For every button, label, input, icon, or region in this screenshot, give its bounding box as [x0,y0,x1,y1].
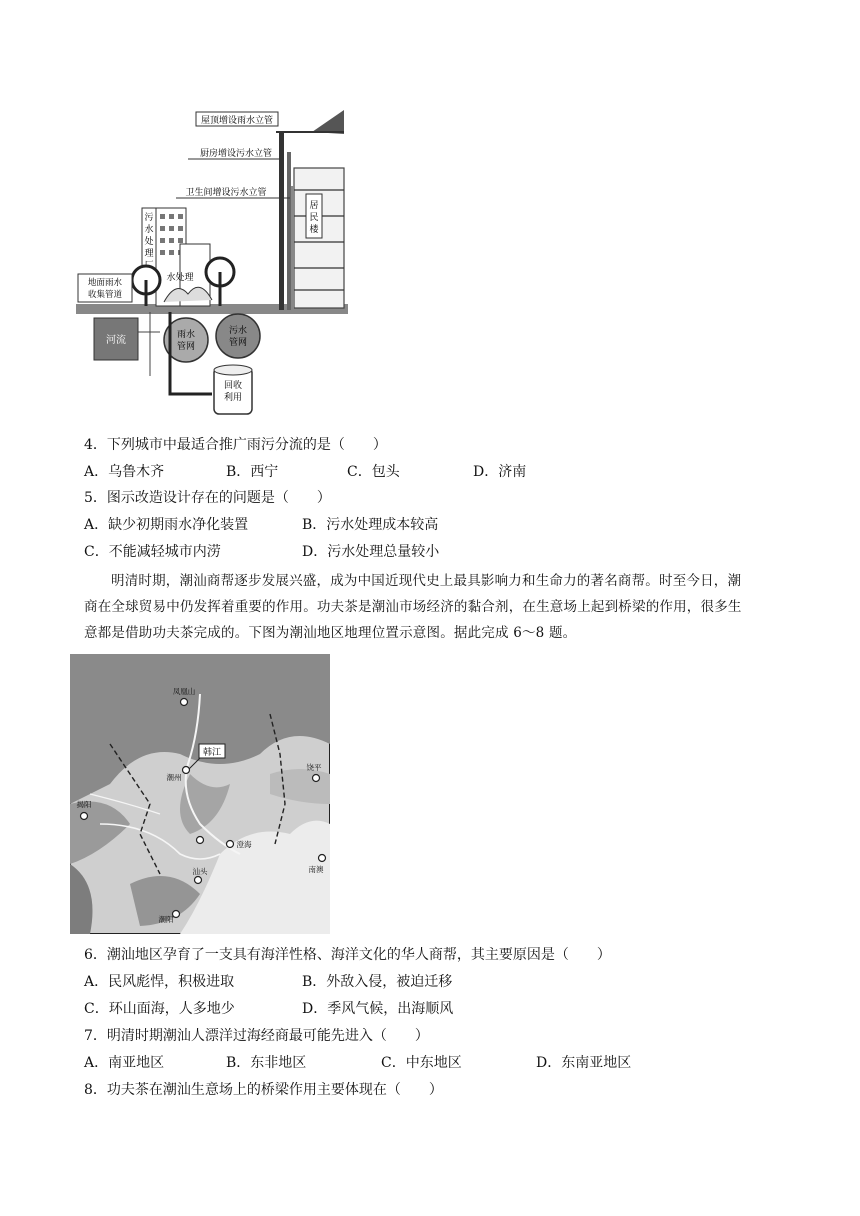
label-recycle: 回收利用 [223,381,243,403]
passage-line-3: 意都是借助功夫茶完成的。下图为潮汕地区地理位置示意图。据此完成 6～8 题。 [84,625,577,641]
map-label-hanjiang: 韩江 [202,748,222,758]
chaoshan-map [70,654,330,934]
map-label-raoping: 饶平 [306,763,322,772]
map-point-jieyang [81,813,88,820]
map-label-shantou: 汕头 [192,867,208,876]
question-4-option-a[interactable]: A．乌鲁木齐 [84,464,165,480]
map-point-city-2 [197,837,204,844]
map-label-chaoyang: 潮阳 [158,915,174,924]
label-ground-rain-pipe: 地面雨水收集管道 [87,278,123,300]
label-residence: 居民楼 [309,201,319,235]
label-water-treatment: 水处理 [166,273,194,283]
question-6-option-c[interactable]: C．环山面海，人多地少 [84,1001,235,1017]
map-point-nanao [319,855,326,862]
question-6-option-a[interactable]: A．民风彪悍，积极进取 [84,974,235,990]
passage-line-1: 明清时期，潮汕商帮逐步发展兴盛，成为中国近现代史上最具影响力和生命力的著名商帮。时至今日，潮 [111,573,742,589]
question-6-option-b[interactable]: B．外敌入侵，被迫迁移 [302,974,453,990]
question-5-stem: 5．图示改造设计存在的问题是（ ） [84,490,331,506]
label-rain-network: 雨水管网 [176,330,196,352]
label-sewage-plant: 污水处理 [144,213,154,259]
map-point-shantou [195,877,202,884]
question-4-option-c[interactable]: C．包头 [347,464,400,480]
question-5-option-b[interactable]: B．污水处理成本较高 [302,517,439,533]
map-label-jieyang: 揭阳 [76,800,92,809]
map-label-chaozhou: 潮州 [166,773,182,782]
passage-line-2: 商在全球贸易中仍发挥着重要的作用。功夫茶是潮汕市场经济的黏合剂，在生意场上起到桥梁的作用，很多生 [84,599,742,615]
map-point-chaoyang [173,911,180,918]
label-bathroom-pipe: 卫生间增设污水立管 [185,188,267,198]
map-label-fenghuang: 凤凰山 [172,687,196,696]
map-point-fenghuang [181,699,188,706]
map-point-chaozhou [183,767,190,774]
question-6-stem: 6．潮汕地区孕育了一支具有海洋性格、海洋文化的华人商帮，其主要原因是（ ） [84,947,611,963]
question-8-stem: 8．功夫茶在潮汕生意场上的桥梁作用主要体现在（ ） [84,1082,443,1098]
question-7-stem: 7．明清时期潮汕人漂洋过海经商最可能先进入（ ） [84,1028,429,1044]
label-river: 河流 [106,335,126,346]
question-4-stem: 4．下列城市中最适合推广雨污分流的是（ ） [84,437,387,453]
map-label-nanao: 南澳 [308,865,324,874]
map-point-chenghai [227,841,234,848]
question-4-option-d[interactable]: D．济南 [473,464,527,480]
passage-text [84,568,792,646]
rain-sewage-diagram [76,104,348,420]
question-7-option-b[interactable]: B．东非地区 [226,1055,307,1071]
question-5-option-a[interactable]: A．缺少初期雨水净化装置 [84,517,249,533]
map-point-raoping [313,775,320,782]
question-7-option-d[interactable]: D．东南亚地区 [536,1055,632,1071]
question-7-option-a[interactable]: A．南亚地区 [84,1055,165,1071]
label-kitchen-pipe: 厨房增设污水立管 [199,149,273,159]
question-6-option-d[interactable]: D．季风气候，出海顺风 [302,1001,454,1017]
question-7-option-c[interactable]: C．中东地区 [381,1055,462,1071]
question-5-option-d[interactable]: D．污水处理总量较小 [302,544,440,560]
label-roof-pipe: 屋顶增设雨水立管 [200,116,274,126]
map-label-chenghai: 澄海 [236,840,252,849]
question-5-option-c[interactable]: C．不能减轻城市内涝 [84,544,221,560]
label-sewage-network: 污水管网 [228,326,248,348]
question-4-option-b[interactable]: B．西宁 [226,464,279,480]
